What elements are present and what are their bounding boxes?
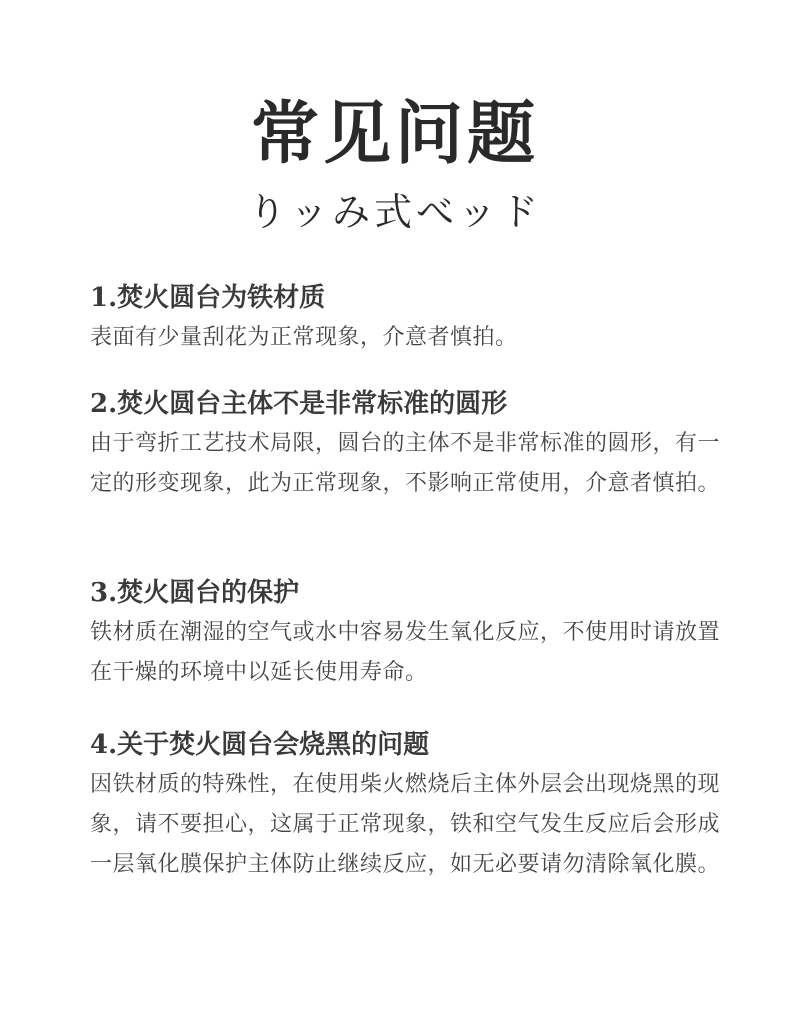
faq-heading-2: 2.焚火圆台主体不是非常标准的圆形 (90, 389, 508, 419)
page-subtitle: りッみ式べッド (247, 190, 542, 234)
faq-heading-4: 4.关于焚火圆台会烧黑的问题 (90, 730, 430, 760)
faq-section-3 (90, 575, 730, 693)
faq-body-1: 表面有少量刮花为正常现象，介意者慎拍。 (90, 325, 518, 350)
faq-body-2: 由于弯折工艺技术局限，圆台的主体不是非常标准的圆形，有一定的形变现象，此为正常现象，不影响正常使用，介意者慎拍。 (90, 431, 721, 496)
faq-body-3: 铁材质在潮湿的空气或水中容易发生氧化反应，不使用时请放置在干燥的环境中以延长使用寿命。 (90, 620, 721, 685)
faq-heading-1: 1.焚火圆台为铁材质 (90, 283, 326, 313)
faq-section-4 (90, 727, 730, 885)
faq-section-1 (90, 280, 730, 358)
faq-section-2 (90, 386, 730, 504)
faq-heading-3: 3.焚火圆台的保护 (90, 578, 300, 608)
faq-body-4: 因铁材质的特殊性，在使用柴火燃烧后主体外层会出现烧黑的现象，请不要担心，这属于正常现象，铁和空气发生反应后会形成一层氧化膜保护主体防止继续反应，如无必要请勿清除氧化膜。 (90, 772, 721, 877)
page-title: 常见问题 (250, 94, 539, 174)
